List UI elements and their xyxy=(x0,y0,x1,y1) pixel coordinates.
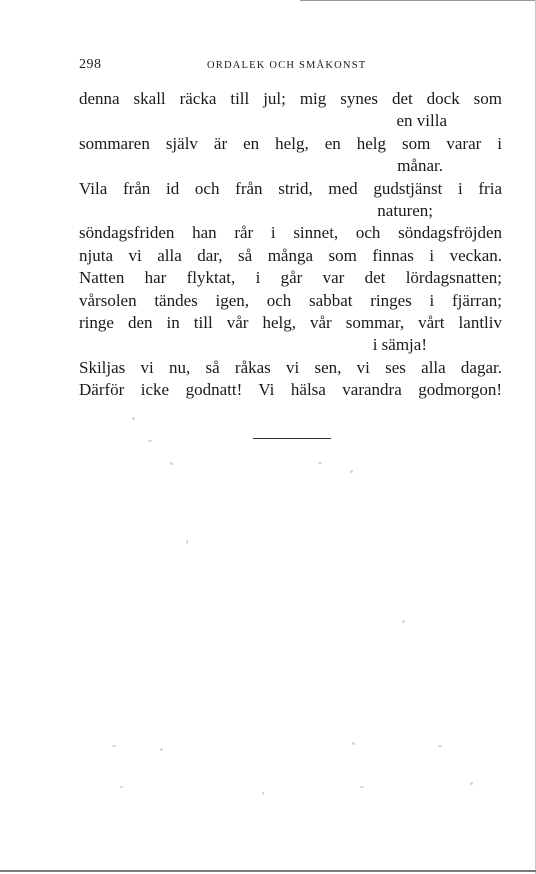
speck xyxy=(262,792,264,795)
poem-line-turnover: naturen; xyxy=(377,200,433,220)
poem-line: Vila från id och från strid, med gudstjänst i fria xyxy=(79,178,502,198)
speck xyxy=(470,782,473,785)
speck xyxy=(112,745,116,747)
speck xyxy=(402,620,405,623)
speck xyxy=(120,786,123,788)
page-number: 298 xyxy=(79,57,102,72)
speck xyxy=(360,786,364,788)
speck xyxy=(170,462,173,465)
poem-line: Natten har flyktat, i går var det lördagsnatten; xyxy=(79,268,502,288)
speck xyxy=(318,462,322,464)
speck xyxy=(350,470,353,473)
poem-line-turnover: en villa xyxy=(396,111,447,131)
poem-line: söndagsfriden han rår i sinnet, och söndagsfröjden xyxy=(79,223,502,243)
speck xyxy=(438,745,442,747)
poem-line-turnover: i sämja! xyxy=(372,335,427,355)
speck xyxy=(352,742,355,745)
poem-line: Skiljas vi nu, så råkas vi sen, vi ses alla dagar. xyxy=(79,357,502,377)
speck xyxy=(148,440,152,442)
poem-line: vårsolen tändes igen, och sabbat ringes i fjärran; xyxy=(79,290,502,310)
speck xyxy=(160,748,163,751)
poem-line-turnover: månar. xyxy=(397,156,443,176)
section-end-rule xyxy=(253,438,331,439)
running-title: ORDALEK OCH SMÅKONST xyxy=(207,60,367,71)
poem-body xyxy=(79,88,502,401)
bottom-edge-rule xyxy=(0,870,536,872)
poem-line: denna skall räcka till jul; mig synes det dock som xyxy=(79,89,502,108)
poem-line: ringe den in till vår helg, vår sommar, vårt lantliv xyxy=(79,312,502,332)
top-edge-rule xyxy=(300,0,536,1)
poem-line: Därför icke godnatt! Vi hälsa varandra godmorgon! xyxy=(79,380,502,400)
poem-line: sommaren själv är en helg, en helg som varar i xyxy=(79,133,502,153)
speck xyxy=(132,417,135,420)
speck xyxy=(186,540,188,544)
poem-line: njuta vi alla dar, så många som finnas i veckan. xyxy=(79,245,502,265)
